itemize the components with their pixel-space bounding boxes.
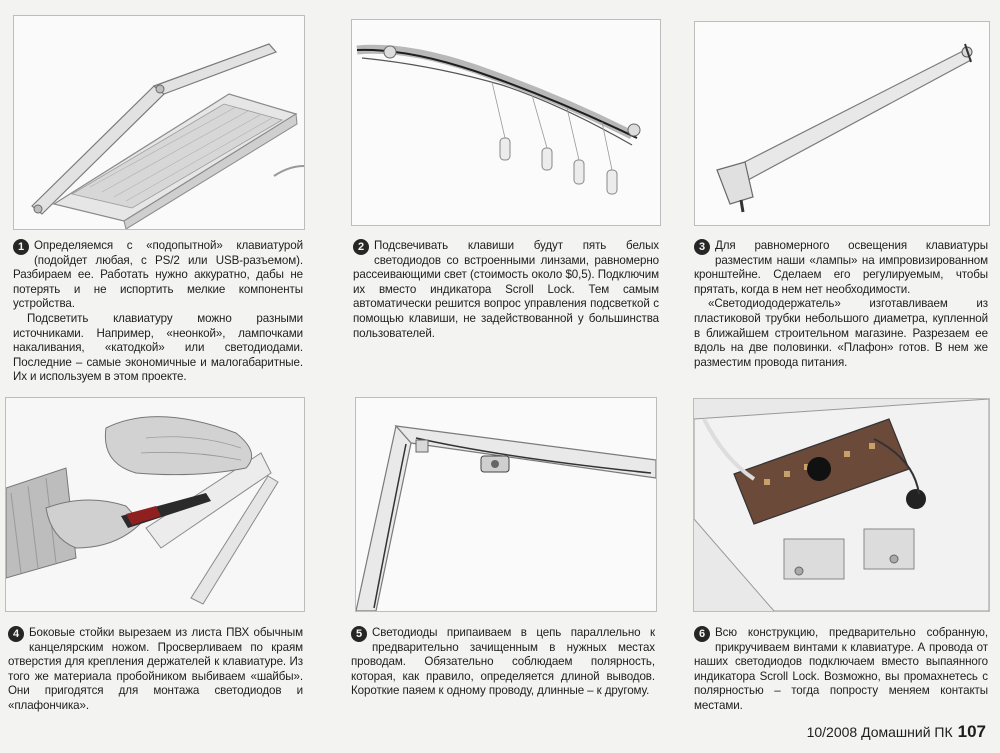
step-1-paragraph-1: Определяемся с «подопытной» клавиатурой (подойдет любая, с PS/2 или USB-разъемом). Разбираем ее. Работать нужно аккуратно, дабы не потерять и не испортить мелкие компоненты устройства. xyxy=(13,239,303,311)
step-number-3: 3 xyxy=(694,239,710,255)
page-number: 107 xyxy=(957,722,986,741)
photo-keyboard xyxy=(13,15,305,230)
page-footer xyxy=(807,722,986,742)
step-6-paragraph-1: Всю конструкцию, предварительно собранную, прикручиваем винтами к клавиатуре. А провода от наших светодиодов подключаем вместо выпаянного индикатора Scroll Lock. Возможно, вы промахнетесь с полярностью – тогда попросту меняем контакты местами. xyxy=(694,626,988,712)
issue-label: 10/2008 Домашний ПК xyxy=(806,724,953,740)
step-number-2: 2 xyxy=(353,239,369,255)
step-2-paragraph-1: Подсвечивать клавиши будут пять белых светодиодов со встроенными линзами, равномерно рассеивающими свет (стоимость около $0,5). Подключим их вместо индикатора Scroll Lock. Тем самым автоматически решится вопрос управления подсветкой с помощью клавиши, не задействованной у большинства пользователей. xyxy=(353,239,659,340)
step-5 xyxy=(351,626,655,699)
step-4 xyxy=(8,626,303,714)
step-5-paragraph-1: Светодиоды припаиваем в цепь параллельно к предварительно зачищенным в нужных местах проводам. Обязательно соблюдаем полярность, которая, как правило, определяется длиной выводов. Короткие паяем к одному проводу, длинные – к другому. xyxy=(351,626,655,698)
step-1-paragraph-2: Подсветить клавиатуру можно разными источниками. Например, «неонкой», лампочками накаливания, «катодкой» или светодиодами. Последние – самые экономичные и малогабаритные. Их и используем в этом проекте. xyxy=(13,311,303,384)
photo-keyboard-internals xyxy=(693,398,990,612)
step-number-4: 4 xyxy=(8,626,24,642)
photo-frame-corner xyxy=(355,397,657,612)
step-3-paragraph-2: «Светодиододержатель» изготавливаем из пластиковой трубки небольшого диаметра, купленной в ближайшем строительном магазине. Разрезаем ее вдоль на две половинки. «Плафон» готов. В нем же разместим провода питания. xyxy=(694,297,988,369)
step-3-paragraph-1: Для равномерного освещения клавиатуры разместим наши «лампы» на импровизированном кронштейне. Сделаем его регулируемым, чтобы прятать, когда в нем нет необходимости. xyxy=(694,239,988,296)
step-1 xyxy=(13,239,303,385)
photo-tube-holder xyxy=(694,21,990,226)
step-4-paragraph-1: Боковые стойки вырезаем из листа ПВХ обычным канцелярским ножом. Просверливаем по краям отверстия для крепления держателей к клавиатуре. Из того же материала пробойником выбиваем «шайбы». Они пригодятся для монтажа светодиодов и «плафончика». xyxy=(8,626,303,712)
step-3 xyxy=(694,239,988,370)
photo-led-wire xyxy=(351,19,661,226)
step-number-1: 1 xyxy=(13,239,29,255)
step-2 xyxy=(353,239,659,341)
step-number-5: 5 xyxy=(351,626,367,642)
photo-cutting-pvc xyxy=(5,397,305,612)
step-6 xyxy=(694,626,988,714)
step-number-6: 6 xyxy=(694,626,710,642)
